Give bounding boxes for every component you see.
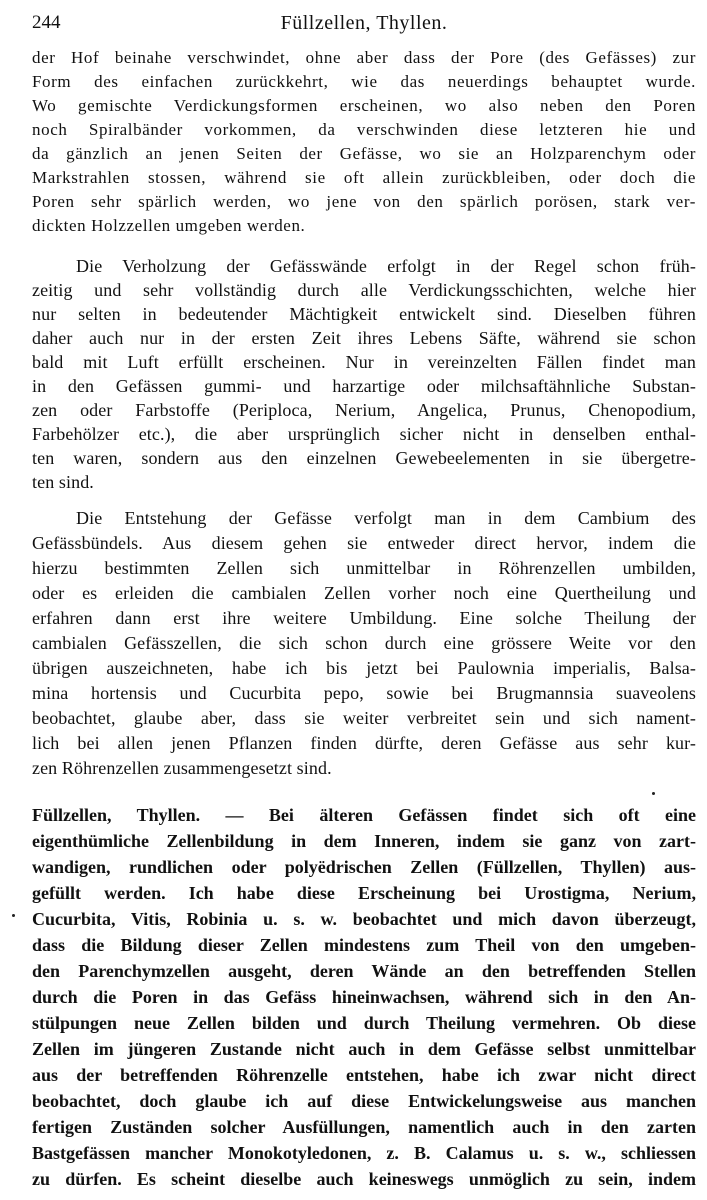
text-line: Cucurbita, Vitis, Robinia u. s. w. beobachtet und mich davon überzeugt, [32, 909, 696, 929]
text-line: Poren sehr spärlich werden, wo jene von den spärlich porösen, stark ver- [32, 192, 696, 211]
text-line: den Parenchymzellen ausgeht, deren Wände an den betreffenden Stellen [32, 961, 696, 981]
text-line: daher auch nur in der ersten Zeit ihres Lebens Säfte, während sie schon [32, 328, 696, 348]
text-line: Die Entstehung der Gefässe verfolgt man in dem Cambium des [76, 508, 696, 528]
text-line: übrigen auszeichneten, habe ich bis jetzt bei Paulownia imperialis, Balsa- [32, 658, 696, 678]
section-title-continuation: — Bei älteren Gefässen findet sich oft eine [225, 805, 696, 825]
text-line: oder es erleiden die cambialen Zellen vorher noch eine Quertheilung und [32, 583, 696, 603]
text-line: beobachtet, doch glaube ich auf diese Entwickelungsweise aus manchen [32, 1091, 696, 1111]
text-line: Form des einfachen zurückkehrt, wie das neuerdings behauptet wurde. [32, 72, 696, 91]
text-line: da gänzlich an jenen Seiten der Gefässe, wo sie an Holzparenchym oder [32, 144, 696, 163]
text-line: fertigen Zuständen solcher Ausfüllungen, namentlich auch in den zarten [32, 1117, 696, 1137]
text-line: aus der betreffenden Röhrenzelle entstehen, habe ich zwar nicht direct [32, 1065, 696, 1085]
text-line: zen oder Farbstoffe (Periploca, Nerium, Angelica, Prunus, Chenopodium, [32, 400, 696, 420]
text-line: in den Gefässen gummi- und harzartige oder milchsaftähnliche Substan- [32, 376, 696, 396]
section-first-line [32, 805, 696, 826]
text-line: der Hof beinahe verschwindet, ohne aber dass der Pore (des Gefässes) zur [32, 48, 696, 67]
text-line: ten waren, sondern aus den einzelnen Gewebeelementen in sie übergetre- [32, 448, 696, 468]
text-line: wandigen, rundlichen oder polyëdrischen Zellen (Füllzellen, Thyllen) aus- [32, 857, 696, 877]
text-line: Die Verholzung der Gefässwände erfolgt in der Regel schon früh- [76, 256, 696, 276]
text-line: zu dürfen. Es scheint dieselbe auch keineswegs unmöglich zu sein, indem [32, 1169, 696, 1189]
text-line: Gefässbündels. Aus diesem gehen sie entweder direct hervor, indem die [32, 533, 696, 553]
text-line: dass die Bildung dieser Zellen mindestens zum Theil von den umgeben- [32, 935, 696, 955]
text-line: noch Spiralbänder vorkommen, da verschwinden diese letzteren hie und [32, 120, 696, 139]
text-line: eigenthümliche Zellenbildung in dem Inneren, indem sie ganz von zart- [32, 831, 696, 851]
text-line: beobachtet, glaube aber, dass sie weiter verbreitet sein und sich nament- [32, 708, 696, 728]
text-line: Wo gemischte Verdickungsformen erscheinen, wo also neben den Poren [32, 96, 696, 115]
text-line: lich bei allen jenen Pflanzen finden dürfte, deren Gefässe aus sehr kur- [32, 733, 696, 753]
text-line: durch die Poren in das Gefäss hineinwachsen, während sich in den An- [32, 987, 696, 1007]
running-head: Füllzellen, Thyllen. [280, 12, 448, 34]
text-line: nur selten in bedeutender Mächtigkeit entwickelt sind. Dieselben führen [32, 304, 696, 324]
text-line: mina hortensis und Cucurbita pepo, sowie bei Brugmannsia suaveolens [32, 683, 696, 703]
text-line: zen Röhrenzellen zusammengesetzt sind. [32, 758, 332, 778]
text-line: Zellen im jüngeren Zustande nicht auch in dem Gefässe selbst unmittelbar [32, 1039, 696, 1059]
text-line: ten sind. [32, 472, 94, 492]
section-title: Füllzellen, Thyllen. [32, 805, 201, 825]
text-line: cambialen Gefässzellen, die sich schon durch eine grössere Weite vor den [32, 633, 696, 653]
text-line: bald mit Luft erfüllt erscheinen. Nur in vereinzelten Fällen findet man [32, 352, 696, 372]
print-speck [12, 914, 15, 917]
page-number: 244 [32, 12, 61, 33]
text-line: erfahren dann erst ihre weitere Umbildung. Eine solche Theilung der [32, 608, 696, 628]
text-line: Markstrahlen stossen, während sie oft allein zurückbleiben, oder doch die [32, 168, 696, 187]
text-line: hierzu bestimmten Zellen sich unmittelbar in Röhrenzellen umbilden, [32, 558, 696, 578]
text-line: Farbehölzer etc.), die aber ursprünglich sicher nicht in denselben enthal- [32, 424, 696, 444]
text-line: Bastgefässen mancher Monokotyledonen, z. B. Calamus u. s. w., schliessen [32, 1143, 696, 1163]
text-line: dickten Holzzellen umgeben werden. [32, 216, 306, 235]
text-line: gefüllt werden. Ich habe diese Erscheinung bei Urostigma, Nerium, [32, 883, 696, 903]
print-speck [652, 792, 655, 795]
page-header [32, 12, 696, 42]
text-line: stülpungen neue Zellen bilden und durch Theilung vermehren. Ob diese [32, 1013, 696, 1033]
text-line: zeitig und sehr vollständig durch alle Verdickungsschichten, welche hier [32, 280, 696, 300]
